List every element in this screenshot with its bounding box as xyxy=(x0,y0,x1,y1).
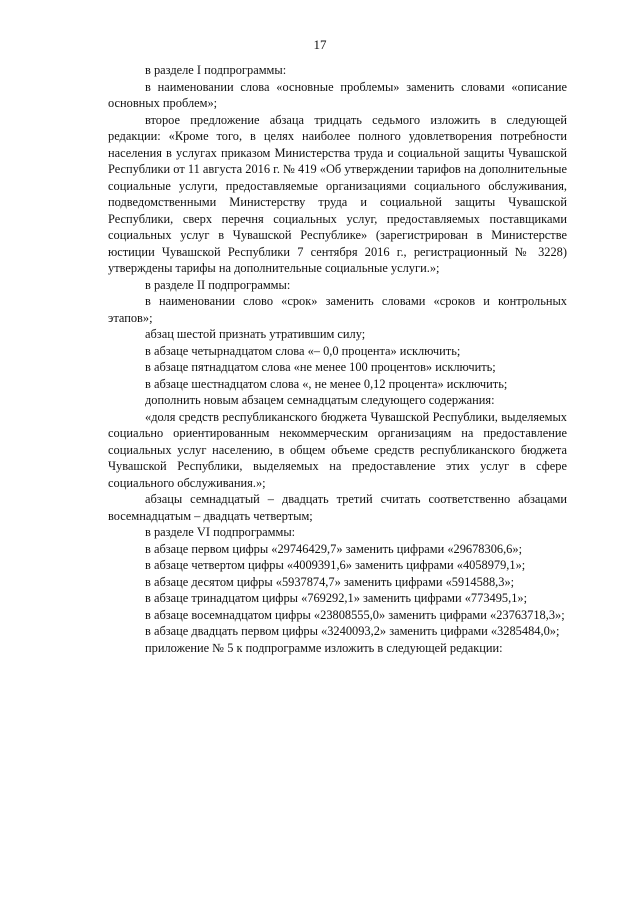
paragraph-eighteenth-figures: в абзаце восемнадцатом цифры «23808555,0» заменить цифрами «23763718,3»; xyxy=(145,607,565,622)
paragraph-first-figures: в абзаце первом цифры «29746429,7» заменить цифрами «29678306,6»; xyxy=(145,541,523,556)
paragraph-budget-share: «доля средств республиканского бюджета Чувашской Республики, выделяемых социально ориентированным некоммерческим организациям на предоставление социальных услуг населению, в общем объеме средств республиканского бюджета Чувашской Республики, выделяемых на предоставление этих услуг в сфере социального обслуживания.»; xyxy=(108,409,567,490)
paragraph-term-change: в наименовании слово «срок» заменить словами «сроков и контрольных этапов»; xyxy=(108,294,567,325)
paragraph-tenth-figures: в абзаце десятом цифры «5937874,7» заменить цифрами «5914588,3»; xyxy=(145,574,515,589)
paragraph-fifteenth: в абзаце пятнадцатом слова «не менее 100 процентов» исключить; xyxy=(145,360,496,374)
paragraph-appendix-5: приложение № 5 к подпрограмме изложить в следующей редакции: xyxy=(145,640,503,655)
paragraph-add-new: дополнить новым абзацем семнадцатым следующего содержания: xyxy=(145,393,495,407)
paragraph-twenty-first-figures: в абзаце двадцать первом цифры «3240093,2» заменить цифрами «3285484,0»; xyxy=(145,624,560,638)
paragraph-section-1-heading: в разделе I подпрограммы: xyxy=(145,63,287,77)
paragraph-section-2-heading: в разделе II подпрограммы: xyxy=(145,277,291,292)
paragraph-second-sentence: второе предложение абзаца тридцать седьмого изложить в следующей редакции: «Кроме того, в целях наиболее полного удовлетворения потребности населения в услугах приказом Министерства труда и социальной защиты Чувашской Республики от 11 августа 2016 г. № 419 «Об утверждении тарифов на дополнительные социальные услуги, предоставляемые организациями социального обслуживания, подведомственными Министерству труда и социальной защиты Чувашской Республики, сверх перечня социальных услуг, предоставляемых поставщиками социальных услуг в Чувашской Республике» (зарегистрирован в Министерстве юстиции Чувашской Республики 7 сентября 2016 г., регистрационный № 3228) утверждены тарифы на дополнительные социальные услуги.»; xyxy=(108,112,567,275)
paragraph-thirteenth-figures: в абзаце тринадцатом цифры «769292,1» заменить цифрами «773495,1»; xyxy=(145,591,528,605)
paragraph-renumber: абзацы семнадцатый – двадцать третий считать соответственно абзацами восемнадцатым – двадцать четвертым; xyxy=(108,492,567,523)
paragraph-fourteenth: в абзаце четырнадцатом слова «– 0,0 процента» исключить; xyxy=(145,343,461,358)
page-number: 17 xyxy=(313,37,327,52)
paragraph-fourth-figures: в абзаце четвертом цифры «4009391,6» заменить цифрами «4058979,1»; xyxy=(145,558,526,572)
document-body xyxy=(108,62,567,656)
paragraph-title-change: в наименовании слова «основные проблемы» заменить словами «описание основных проблем»; xyxy=(108,79,567,110)
paragraph-section-6-heading: в разделе VI подпрограммы: xyxy=(145,525,296,539)
paragraph-sixteenth: в абзаце шестнадцатом слова «, не менее 0,12 процента» исключить; xyxy=(145,376,508,391)
paragraph-sixth-void: абзац шестой признать утратившим силу; xyxy=(145,327,366,341)
